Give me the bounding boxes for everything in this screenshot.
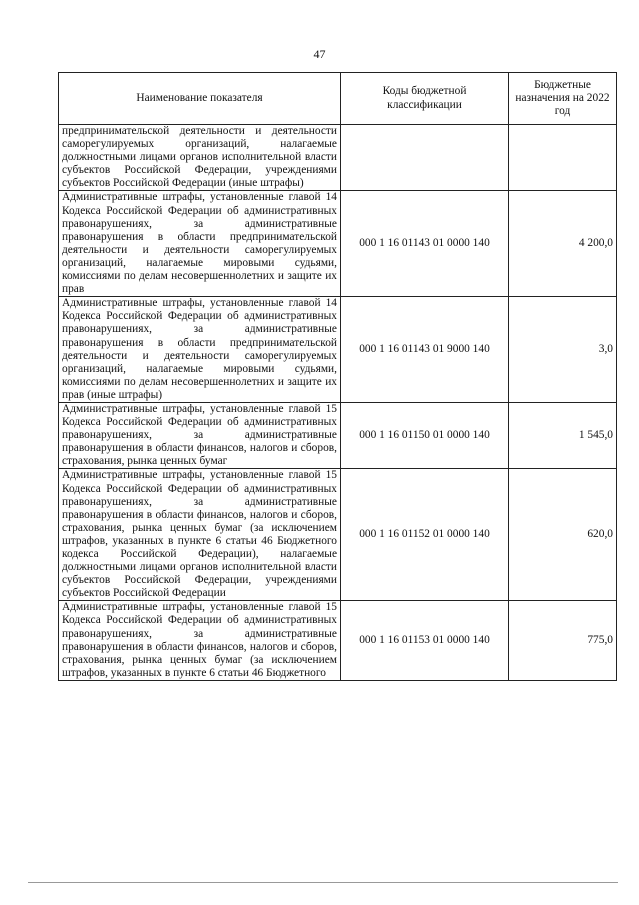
- page-number: 47: [313, 47, 326, 61]
- row-name-cell: Административные штрафы, установленные главой 15 Кодекса Российской Федерации об административных правонарушениях, за административные правонарушения в области финансов, налогов и сборов, страхования, рынка ценных бумаг (за исключением штрафов, указанных в пункте 6 статьи 46 Бюджетного кодекса Российской Федерации), налагаемые должностными лицами органов исполнительной власти субъектов Российской Федерации, учреждениями субъектов Российской Федерации: [59, 469, 341, 601]
- row-code-cell: 000 1 16 01150 01 0000 140: [341, 402, 509, 468]
- table-row: [59, 125, 617, 191]
- page-bottom-rule: [28, 882, 618, 883]
- header-code: Коды бюджетной классификации: [341, 73, 509, 125]
- table-header-row: [59, 73, 617, 125]
- table-row: [59, 469, 617, 601]
- row-name-cell: Административные штрафы, установленные главой 15 Кодекса Российской Федерации об административных правонарушениях, за административные правонарушения в области финансов, налогов и сборов, страхования, рынка ценных бумаг (за исключением штрафов, указанных в пункте 6 статьи 46 Бюджетного: [59, 601, 341, 681]
- row-amount-cell: 4 200,0: [509, 191, 617, 297]
- table-row: [59, 601, 617, 681]
- row-code-cell: 000 1 16 01152 01 0000 140: [341, 469, 509, 601]
- row-amount-cell: [509, 125, 617, 191]
- row-name-cell: предпринимательской деятельности и деятельности саморегулируемых организаций, налагаемые должностными лицами органов исполнительной власти субъектов Российской Федерации, учреждениями субъектов Российской Федерации (иные штрафы): [59, 125, 341, 191]
- row-code-cell: [341, 125, 509, 191]
- row-code-cell: 000 1 16 01143 01 9000 140: [341, 297, 509, 403]
- row-amount-cell: 1 545,0: [509, 402, 617, 468]
- header-name: Наименование показателя: [59, 73, 341, 125]
- table-row: [59, 297, 617, 403]
- header-amount: Бюджетные назначения на 2022 год: [509, 73, 617, 125]
- row-code-cell: 000 1 16 01153 01 0000 140: [341, 601, 509, 681]
- row-amount-cell: 775,0: [509, 601, 617, 681]
- row-amount-cell: 620,0: [509, 469, 617, 601]
- table-row: [59, 191, 617, 297]
- row-name-cell: Административные штрафы, установленные главой 15 Кодекса Российской Федерации об административных правонарушениях, за административные правонарушения в области финансов, налогов и сборов, страхования, рынка ценных бумаг: [59, 402, 341, 468]
- row-name-cell: Административные штрафы, установленные главой 14 Кодекса Российской Федерации об административных правонарушениях, за административные правонарушения в области предпринимательской деятельности и деятельности саморегулируемых организаций, налагаемые мировыми судьями, комиссиями по делам несовершеннолетних и защите их прав (иные штрафы): [59, 297, 341, 403]
- budget-table: [58, 72, 617, 681]
- row-name-cell: Административные штрафы, установленные главой 14 Кодекса Российской Федерации об административных правонарушениях, за административные правонарушения в области предпринимательской деятельности и деятельности саморегулируемых организаций, налагаемые мировыми судьями, комиссиями по делам несовершеннолетних и защите их прав: [59, 191, 341, 297]
- row-code-cell: 000 1 16 01143 01 0000 140: [341, 191, 509, 297]
- table-row: [59, 402, 617, 468]
- row-amount-cell: 3,0: [509, 297, 617, 403]
